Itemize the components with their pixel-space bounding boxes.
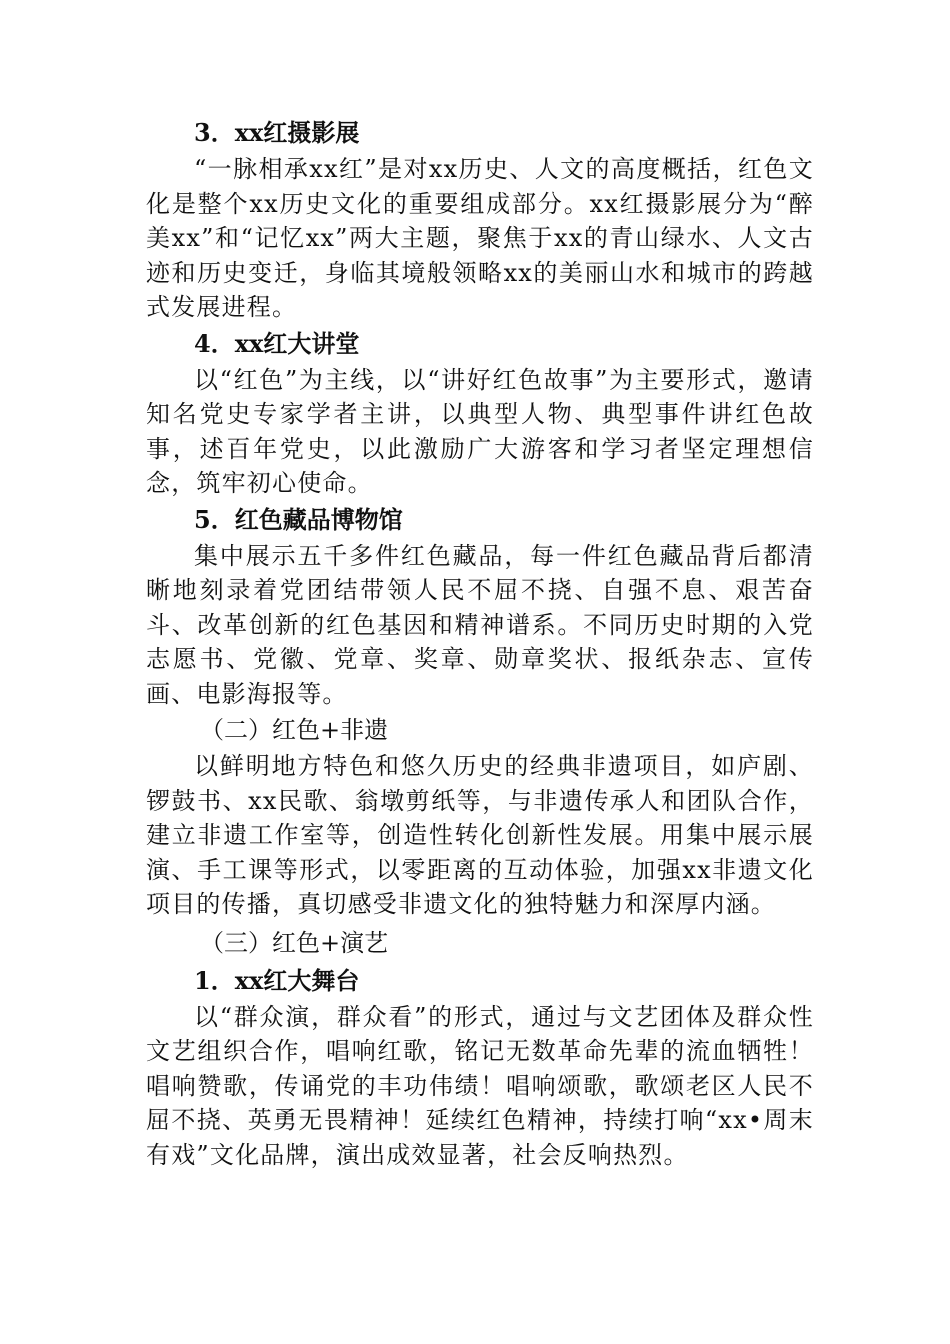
part-heading-performing-arts: （三）红色+演艺 xyxy=(200,928,389,957)
section-paragraph-photo-exhibition: “一脉相承xx红”是对xx历史、人文的高度概括，红色文化是整个xx历史文化的重要组成部分。xx红摄影展分为“醉美xx”和“记忆xx”两大主题，聚焦于xx的青山绿水、人文古迹和历史变迁，身临其境般领略xx的美丽山水和城市的跨越式发展进程。 xyxy=(146,155,814,321)
part-heading-intangible-heritage: （二）红色+非遗 xyxy=(200,716,389,744)
document-body xyxy=(146,114,814,1172)
section-heading-lecture-hall: 4．xx红大讲堂 xyxy=(194,328,360,358)
section-heading-photo-exhibition: 3．xx红摄影展 xyxy=(194,118,360,147)
section-heading-grand-stage: 1．xx红大舞台 xyxy=(194,965,360,995)
part-paragraph-intangible-heritage: 以鲜明地方特色和悠久历史的经典非遗项目，如庐剧、锣鼓书、xx民歌、翁墩剪纸等，与非遗传承人和团队合作，建立非遗工作室等，创造性转化创新性发展。用集中展示展演、手工课等形式，以零距离的互动体验，加强xx非遗文化项目的传播，真切感受非遗文化的独特魅力和深厚内涵。 xyxy=(146,752,814,918)
section-heading-museum: 5．红色藏品博物馆 xyxy=(194,504,403,534)
section-paragraph-museum: 集中展示五千多件红色藏品，每一件红色藏品背后都清晰地刻录着党团结带领人民不屈不挠、自强不息、艰苦奋斗、改革创新的红色基因和精神谱系。不同历史时期的入党志愿书、党徽、党章、奖章、勋章奖状、报纸杂志、宣传画、电影海报等。 xyxy=(146,541,814,708)
section-paragraph-grand-stage: 以“群众演，群众看”的形式，通过与文艺团体及群众性文艺组织合作，唱响红歌，铭记无数革命先辈的流血牺牲！唱响赞歌，传诵党的丰功伟绩！唱响颂歌，歌颂老区人民不屈不挠、英勇无畏精神！延续红色精神，持续打响“xx•周末有戏”文化品牌，演出成效显著，社会反响热烈。 xyxy=(146,1002,814,1169)
section-paragraph-lecture-hall: 以“红色”为主线，以“讲好红色故事”为主要形式，邀请知名党史专家学者主讲，以典型人物、典型事件讲红色故事，述百年党史，以此激励广大游客和学习者坚定理想信念，筑牢初心使命。 xyxy=(146,365,814,497)
